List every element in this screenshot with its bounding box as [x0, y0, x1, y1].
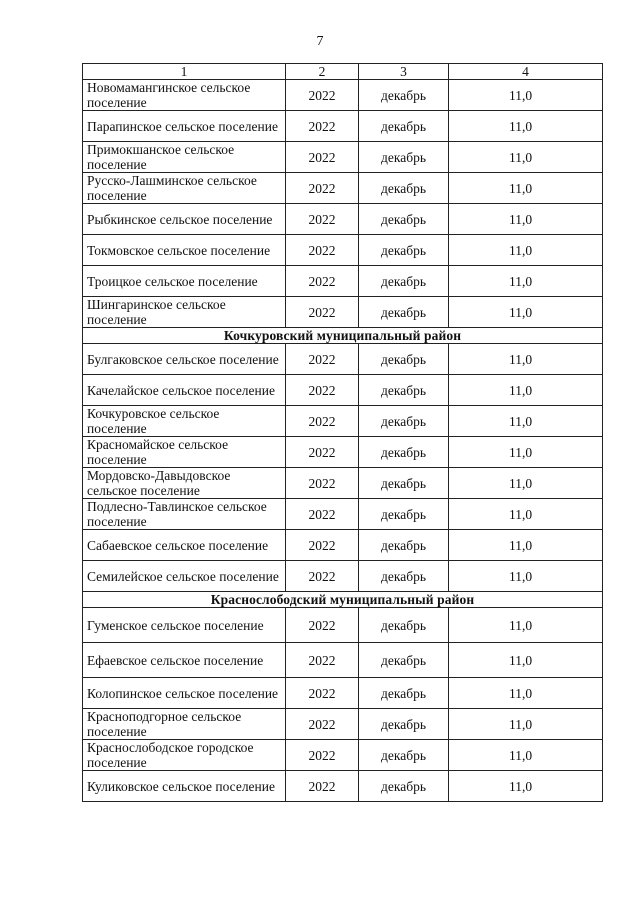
- month-cell: декабрь: [359, 437, 449, 468]
- settlement-name-cell: Токмовское сельское поселение: [83, 235, 286, 266]
- month-cell: декабрь: [359, 344, 449, 375]
- value-cell: 11,0: [449, 406, 603, 437]
- table-row: [83, 235, 603, 266]
- table-row: [83, 204, 603, 235]
- table-row: [83, 530, 603, 561]
- settlement-name-cell: Колопинское сельское поселение: [83, 678, 286, 709]
- year-cell: 2022: [286, 678, 359, 709]
- table-row: [83, 499, 603, 530]
- settlement-name-cell: Качелайское сельское поселение: [83, 375, 286, 406]
- year-cell: 2022: [286, 173, 359, 204]
- value-cell: 11,0: [449, 344, 603, 375]
- year-cell: 2022: [286, 561, 359, 592]
- table-body: [83, 80, 603, 802]
- month-cell: декабрь: [359, 740, 449, 771]
- column-header: 1: [83, 64, 286, 80]
- year-cell: 2022: [286, 235, 359, 266]
- table-row: [83, 80, 603, 111]
- month-cell: декабрь: [359, 643, 449, 678]
- value-cell: 11,0: [449, 111, 603, 142]
- table-row: [83, 142, 603, 173]
- year-cell: 2022: [286, 266, 359, 297]
- section-header-row: [83, 592, 603, 608]
- month-cell: декабрь: [359, 235, 449, 266]
- month-cell: декабрь: [359, 530, 449, 561]
- value-cell: 11,0: [449, 678, 603, 709]
- value-cell: 11,0: [449, 437, 603, 468]
- section-title: Краснослободский муниципальный район: [83, 592, 603, 608]
- year-cell: 2022: [286, 709, 359, 740]
- table-row: [83, 643, 603, 678]
- settlement-name-cell: Гуменское сельское поселение: [83, 608, 286, 643]
- settlement-name-cell: Новомамангинское сельское поселение: [83, 80, 286, 111]
- table-row: [83, 740, 603, 771]
- month-cell: декабрь: [359, 204, 449, 235]
- settlement-name-cell: Подлесно-Тавлинское сельское поселение: [83, 499, 286, 530]
- header-row: [83, 64, 603, 80]
- settlement-name-cell: Троицкое сельское поселение: [83, 266, 286, 297]
- value-cell: 11,0: [449, 608, 603, 643]
- column-header: 2: [286, 64, 359, 80]
- settlement-name-cell: Русско-Лашминское сельское поселение: [83, 173, 286, 204]
- year-cell: 2022: [286, 406, 359, 437]
- year-cell: 2022: [286, 643, 359, 678]
- settlement-name-cell: Семилейское сельское поселение: [83, 561, 286, 592]
- settlement-name-cell: Парапинское сельское поселение: [83, 111, 286, 142]
- year-cell: 2022: [286, 437, 359, 468]
- month-cell: декабрь: [359, 80, 449, 111]
- year-cell: 2022: [286, 740, 359, 771]
- table-row: [83, 111, 603, 142]
- settlement-name-cell: Красноподгорное сельское поселение: [83, 709, 286, 740]
- year-cell: 2022: [286, 499, 359, 530]
- table-row: [83, 173, 603, 204]
- table-row: [83, 437, 603, 468]
- year-cell: 2022: [286, 204, 359, 235]
- value-cell: 11,0: [449, 173, 603, 204]
- month-cell: декабрь: [359, 375, 449, 406]
- settlement-name-cell: Кочкуровское сельское поселение: [83, 406, 286, 437]
- settlement-name-cell: Куликовское сельское поселение: [83, 771, 286, 802]
- value-cell: 11,0: [449, 375, 603, 406]
- value-cell: 11,0: [449, 740, 603, 771]
- value-cell: 11,0: [449, 204, 603, 235]
- table-row: [83, 406, 603, 437]
- value-cell: 11,0: [449, 561, 603, 592]
- table-row: [83, 709, 603, 740]
- year-cell: 2022: [286, 530, 359, 561]
- month-cell: декабрь: [359, 771, 449, 802]
- value-cell: 11,0: [449, 80, 603, 111]
- table-row: [83, 468, 603, 499]
- year-cell: 2022: [286, 608, 359, 643]
- settlement-name-cell: Ефаевское сельское поселение: [83, 643, 286, 678]
- table-row: [83, 266, 603, 297]
- month-cell: декабрь: [359, 499, 449, 530]
- year-cell: 2022: [286, 111, 359, 142]
- table-row: [83, 344, 603, 375]
- column-header: 4: [449, 64, 603, 80]
- section-title: Кочкуровский муниципальный район: [83, 328, 603, 344]
- table-row: [83, 297, 603, 328]
- value-cell: 11,0: [449, 468, 603, 499]
- month-cell: декабрь: [359, 111, 449, 142]
- month-cell: декабрь: [359, 266, 449, 297]
- settlement-name-cell: Сабаевское сельское поселение: [83, 530, 286, 561]
- settlement-name-cell: Шингаринское сельское поселение: [83, 297, 286, 328]
- value-cell: 11,0: [449, 771, 603, 802]
- settlement-name-cell: Рыбкинское сельское поселение: [83, 204, 286, 235]
- year-cell: 2022: [286, 771, 359, 802]
- settlement-name-cell: Краснослободское городское поселение: [83, 740, 286, 771]
- table-row: [83, 608, 603, 643]
- column-header: 3: [359, 64, 449, 80]
- year-cell: 2022: [286, 142, 359, 173]
- settlement-name-cell: Мордовско-Давыдовское сельское поселение: [83, 468, 286, 499]
- month-cell: декабрь: [359, 608, 449, 643]
- page-number: 7: [316, 34, 324, 49]
- value-cell: 11,0: [449, 643, 603, 678]
- value-cell: 11,0: [449, 709, 603, 740]
- year-cell: 2022: [286, 375, 359, 406]
- settlement-name-cell: Примокшанское сельское поселение: [83, 142, 286, 173]
- month-cell: декабрь: [359, 406, 449, 437]
- value-cell: 11,0: [449, 266, 603, 297]
- value-cell: 11,0: [449, 235, 603, 266]
- month-cell: декабрь: [359, 678, 449, 709]
- month-cell: декабрь: [359, 173, 449, 204]
- year-cell: 2022: [286, 344, 359, 375]
- section-header-row: [83, 328, 603, 344]
- settlements-table: [82, 63, 603, 802]
- table-row: [83, 561, 603, 592]
- table-row: [83, 771, 603, 802]
- value-cell: 11,0: [449, 530, 603, 561]
- settlement-name-cell: Булгаковское сельское поселение: [83, 344, 286, 375]
- value-cell: 11,0: [449, 499, 603, 530]
- year-cell: 2022: [286, 468, 359, 499]
- value-cell: 11,0: [449, 142, 603, 173]
- table-row: [83, 678, 603, 709]
- month-cell: декабрь: [359, 468, 449, 499]
- year-cell: 2022: [286, 297, 359, 328]
- settlement-name-cell: Красномайское сельское поселение: [83, 437, 286, 468]
- month-cell: декабрь: [359, 297, 449, 328]
- table-row: [83, 375, 603, 406]
- value-cell: 11,0: [449, 297, 603, 328]
- month-cell: декабрь: [359, 709, 449, 740]
- month-cell: декабрь: [359, 561, 449, 592]
- year-cell: 2022: [286, 80, 359, 111]
- month-cell: декабрь: [359, 142, 449, 173]
